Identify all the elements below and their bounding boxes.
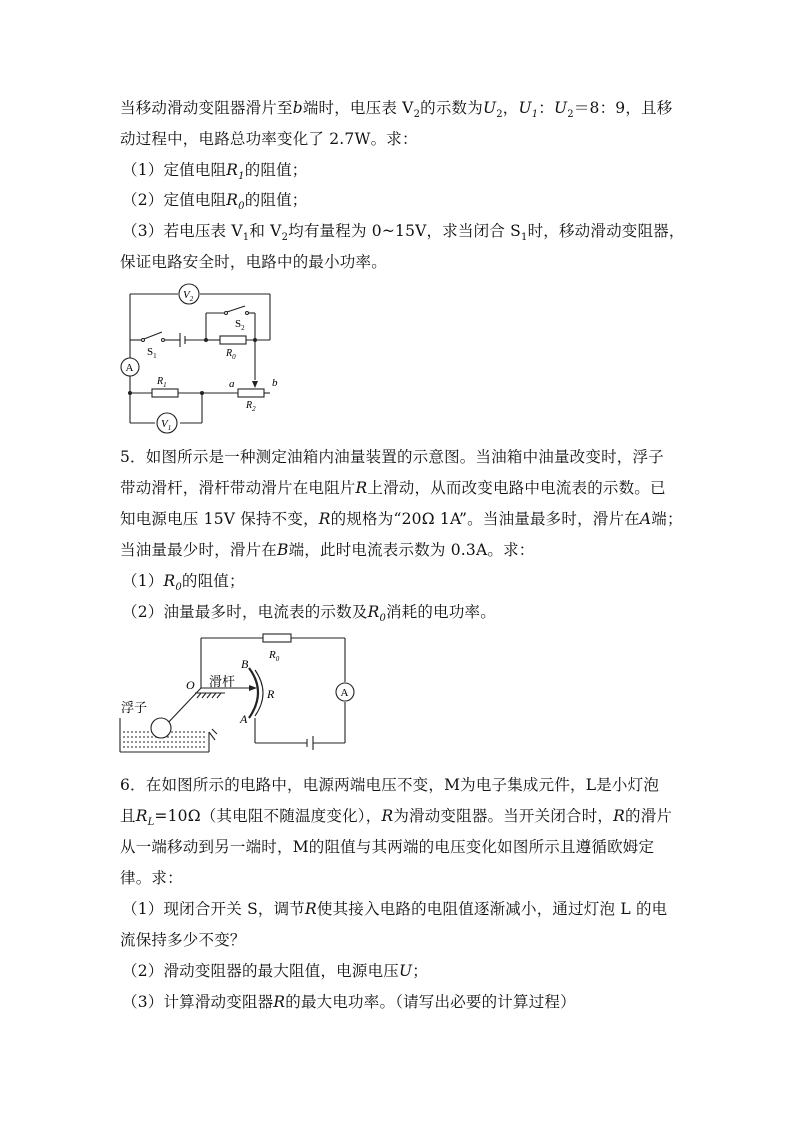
- text: ，: [502, 99, 519, 117]
- text: 当移动滑动变阻器滑片至: [120, 99, 293, 117]
- label: 0: [232, 353, 236, 361]
- var-b: b: [292, 99, 303, 117]
- subscript: 1: [521, 232, 528, 244]
- var-R: R: [273, 993, 286, 1011]
- text: （3）若电压表 V: [122, 222, 243, 240]
- text: 的阻值；: [181, 572, 245, 590]
- label: S: [235, 318, 242, 330]
- label: 滑杆: [209, 674, 236, 689]
- text: ＝8：9，且移: [573, 99, 673, 117]
- svg-text:R1: [156, 376, 167, 389]
- subscript: L: [147, 817, 155, 829]
- subscript: 0: [379, 613, 387, 625]
- resistor-r0-icon: [220, 336, 246, 344]
- subscript: 2: [281, 232, 289, 244]
- q6-sub-2: [122, 960, 692, 982]
- text: =10Ω（其电阻不随温度变化），: [154, 807, 382, 825]
- var-U: U: [482, 99, 497, 117]
- var-U: U: [554, 99, 568, 117]
- text: 均有量程为 0~15V，求当闭合 S: [288, 222, 521, 240]
- text: 使其接入电路的电阻值逐渐减小，通过灯泡 L 的电: [316, 900, 668, 918]
- var-R: R: [135, 807, 148, 825]
- var-R: R: [367, 603, 380, 621]
- q6-line-1: 6．在如图所示的电路中，电源两端电压不变，M为电子集成元件，L是小灯泡: [120, 776, 660, 794]
- q4-circuit-diagram: [110, 280, 290, 435]
- label: A: [240, 712, 248, 726]
- label: S: [147, 346, 154, 358]
- label: O: [186, 678, 195, 692]
- label: 2: [252, 405, 256, 413]
- label: 2: [189, 295, 194, 303]
- q5-sub-1: [122, 570, 692, 599]
- text: 知电源电压 15V 保持不变，: [120, 510, 319, 528]
- q4-line-1: [120, 97, 690, 126]
- q6-sub-1b: 流保持多少不变？: [120, 931, 246, 949]
- label: A: [125, 362, 134, 374]
- var-R: R: [355, 479, 368, 497]
- text: 当油量最少时，滑片在: [120, 541, 278, 559]
- subscript: 2: [413, 109, 421, 121]
- label: B: [241, 657, 249, 671]
- label: R: [269, 649, 276, 661]
- text: （2）滑动变阻器的最大阻值，电源电压: [122, 962, 399, 980]
- subscript: 0: [175, 582, 182, 594]
- text: 时，移动滑动变阻器，: [527, 222, 685, 240]
- var-R: R: [226, 161, 239, 179]
- subscript: 1: [238, 171, 245, 183]
- text: （2）油量最多时，电流表的示数及: [122, 603, 368, 621]
- svg-text:S2: [235, 318, 245, 332]
- text: 端，此时电流表示数为 0.3A。求：: [288, 541, 535, 559]
- text: （1）现闭合开关 S，调节: [122, 900, 306, 918]
- label: R: [246, 400, 253, 411]
- text: 的阻值；: [244, 161, 308, 179]
- var-R: R: [305, 900, 317, 918]
- subscript: 0: [238, 201, 245, 213]
- q4-sub-3a: [122, 220, 692, 249]
- q5-line-3: [120, 508, 690, 530]
- var-B: B: [277, 541, 289, 559]
- svg-text:R0: [268, 649, 280, 663]
- label: R: [157, 376, 164, 387]
- q5-line-2: [120, 477, 690, 499]
- text: 的规格为“20Ω 1A”。当油量最多时，滑片在: [330, 510, 640, 528]
- var-R: R: [318, 510, 331, 528]
- text: 为滑动变阻器。当开关闭合时，: [393, 807, 614, 825]
- var-A: A: [639, 510, 652, 528]
- label: b: [272, 377, 278, 389]
- var-U: U: [518, 99, 532, 117]
- resistor-r0-icon: [263, 634, 291, 642]
- text: 消耗的电功率。: [386, 603, 496, 621]
- text: 上滑动，从而改变电路中电流表的示数。已: [367, 479, 666, 497]
- label: V: [161, 418, 168, 430]
- text: 端时，电压表 V: [302, 99, 414, 117]
- label: A: [340, 687, 349, 699]
- q4-sub-2: [122, 189, 692, 218]
- text: 的最大电功率。（请写出必要的计算过程）: [285, 993, 576, 1011]
- svg-text:R0: [225, 348, 236, 361]
- svg-text:R2: [245, 400, 256, 413]
- q6-sub-1a: [122, 898, 692, 920]
- text: （1）定值电阻: [122, 161, 227, 179]
- label: V: [183, 289, 190, 301]
- subscript: 1: [242, 232, 250, 244]
- q6-line-4: 律。求：: [120, 869, 183, 887]
- q6-line-2: [120, 805, 690, 834]
- var-R: R: [613, 807, 625, 825]
- q5-oil-gauge-diagram: [115, 630, 365, 755]
- text: 的阻值；: [244, 191, 308, 209]
- resistor-r1-icon: [152, 389, 178, 397]
- text: （3）计算滑动变阻器: [122, 993, 274, 1011]
- label: R: [267, 687, 275, 701]
- q4-sub-1: [122, 159, 692, 188]
- var-R: R: [163, 572, 176, 590]
- var-R: R: [226, 191, 239, 209]
- label: 1: [163, 381, 167, 389]
- label: R: [226, 348, 233, 359]
- subscript: 2: [496, 109, 503, 121]
- text: ：: [538, 99, 554, 117]
- var-U: U: [398, 962, 413, 980]
- var-R: R: [381, 807, 394, 825]
- text: （1）: [122, 572, 164, 590]
- text: 的滑片: [625, 807, 673, 825]
- q5-line-1: 5．如图所示是一种测定油箱内油量装置的示意图。当油箱中油量改变时，浮子: [120, 448, 664, 466]
- label: a: [229, 378, 235, 390]
- label: 1: [167, 424, 172, 432]
- rheostat-r2-icon: [238, 389, 264, 397]
- label: 1: [153, 352, 157, 360]
- text: 的示数为: [420, 99, 483, 117]
- subscript: 1: [531, 109, 539, 121]
- q6-line-3: 从一端移动到另一端时，M的阻值与其两端的电压变化如图所示且遵循欧姆定: [120, 838, 655, 856]
- text: 和 V: [249, 222, 282, 240]
- text: （2）定值电阻: [122, 191, 227, 209]
- svg-text:S1: [147, 346, 157, 360]
- subscript: 2: [567, 109, 574, 121]
- text: 端；: [651, 510, 683, 528]
- label: 浮子: [121, 700, 148, 715]
- label: 2: [241, 324, 245, 332]
- text: ；: [412, 962, 428, 980]
- q5-sub-2: [122, 601, 692, 630]
- float-icon: [151, 718, 171, 738]
- label: 0: [275, 655, 280, 663]
- q4-sub-3b: 保证电路安全时，电路中的最小功率。: [120, 253, 387, 271]
- q5-line-4: [120, 539, 690, 561]
- q4-line-2: 动过程中，电路总功率变化了 2.7W。求：: [120, 130, 418, 148]
- text: 带动滑杆，滑杆带动滑片在电阻片: [120, 479, 356, 497]
- q6-sub-3: [122, 991, 692, 1013]
- text: 且: [120, 807, 136, 825]
